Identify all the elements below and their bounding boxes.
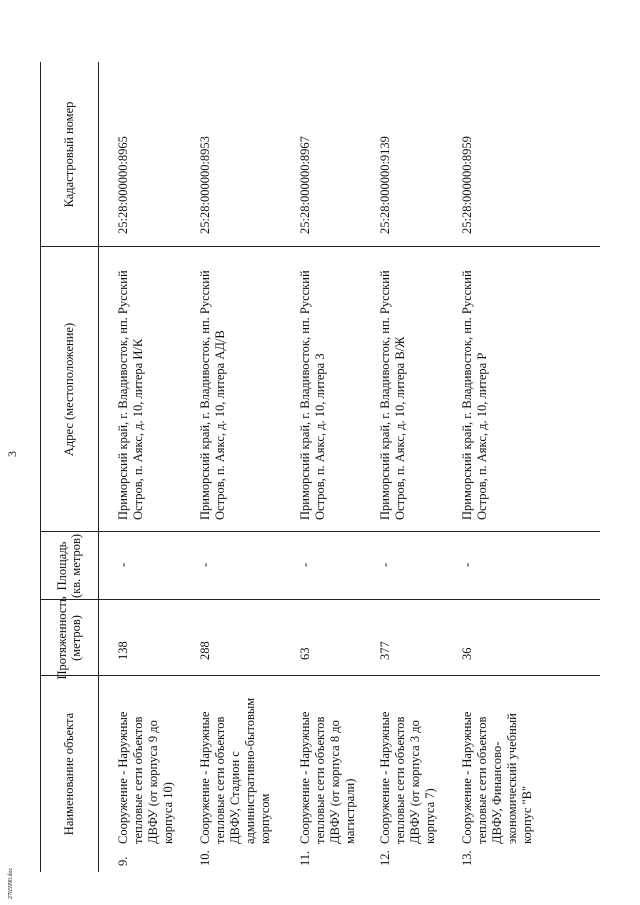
header-name: Наименование объекта [62,712,76,836]
address-value: Приморский край, г. Владивосток, нп. Русский Остров, п. Аякс, д. 10, литера АД/В [198,270,227,520]
column-divider [40,531,600,532]
cadastral-value: 25:28:000000:8967 [298,136,312,234]
page-number: 3 [5,451,19,457]
row-number: 12. [378,850,392,866]
object-name: Сооружение - Наружные тепловые сети объектов ДВФУ (от корпуса 8 до магистрали) [298,711,357,844]
address-value: Приморский край, г. Владивосток, нп. Русский Остров, п. Аякс, д. 10, литера Р [460,270,489,520]
column-divider [40,246,600,247]
area-value: - [116,562,130,567]
object-name: Сооружение - Наружные тепловые сети объектов ДВФУ, Финансово-экономический учебный корпус "В" [460,711,534,844]
length-value: 63 [298,647,312,660]
address-value: Приморский край, г. Владивосток, нп. Русский Остров, п. Аякс, д. 10, литера И/К [116,270,145,520]
row-number: 11. [298,850,312,866]
object-name: Сооружение - Наружные тепловые сети объектов ДВФУ (от корпуса 9 до корпуса 10) [116,711,175,844]
row-number: 9. [116,856,130,866]
header-length: Протяженность (метров) [55,596,83,680]
object-name: Сооружение - Наружные тепловые сети объектов ДВФУ, Стадион с административно-бытовым корпусом [198,697,272,844]
length-value: 138 [116,641,130,660]
area-value: - [198,562,212,567]
area-value: - [378,562,392,567]
address-value: Приморский край, г. Владивосток, нп. Русский Остров, п. Аякс, д. 10, литера З [298,270,327,520]
cadastral-value: 25:28:000000:8959 [460,136,474,234]
length-value: 377 [378,641,392,660]
area-value: - [460,562,474,567]
row-number: 13. [460,850,474,866]
length-value: 36 [460,647,474,660]
header-address: Адрес (местоположение) [62,322,76,457]
document-reference: 2765990.doc [8,867,14,899]
cadastral-value: 25:28:000000:9139 [378,136,392,234]
header-cadastral: Кадастровый номер [62,101,76,208]
object-name: Сооружение - Наружные тепловые сети объектов ДВФУ (от корпуса 3 до корпуса 7) [378,711,437,844]
table-header-border [98,62,99,872]
cadastral-value: 25:28:000000:8953 [198,136,212,234]
row-number: 10. [198,850,212,866]
area-value: - [298,562,312,567]
length-value: 288 [198,641,212,660]
column-divider [40,599,600,600]
cadastral-value: 25:28:000000:8965 [116,136,130,234]
address-value: Приморский край, г. Владивосток, нп. Русский Остров, п. Аякс, д. 10, литера В/Ж [378,270,407,520]
column-divider [40,675,600,676]
objects-table [40,62,600,872]
header-area: Площадь (кв. метров) [55,533,83,599]
